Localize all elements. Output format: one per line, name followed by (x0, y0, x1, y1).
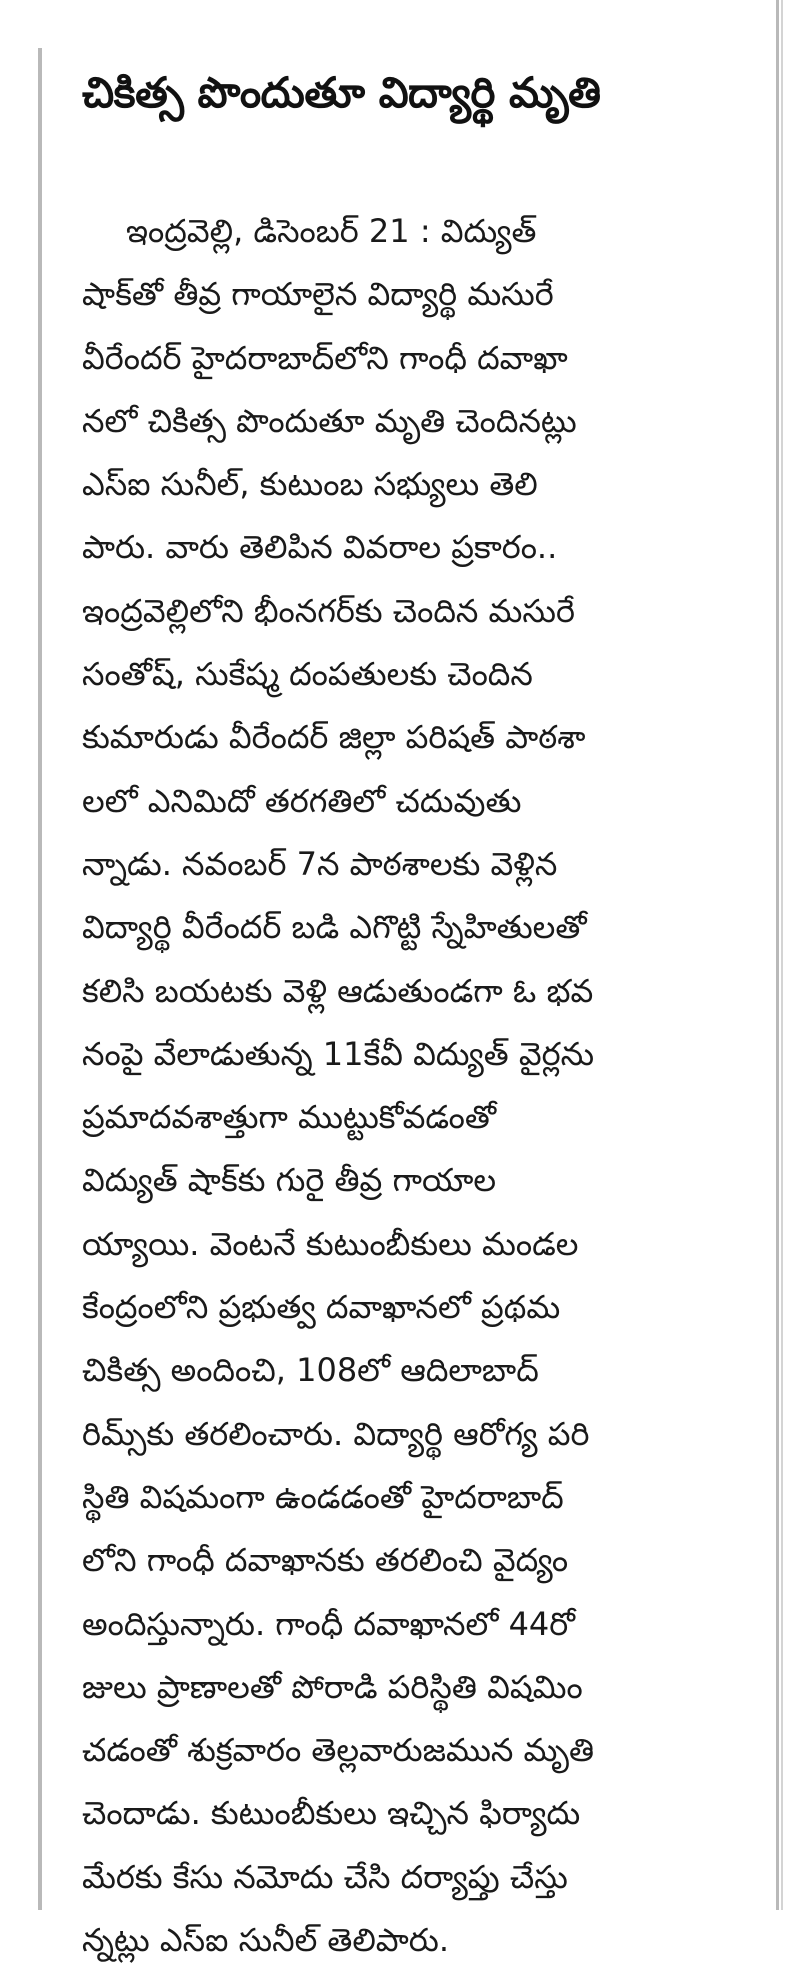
article-line: నంపై వేలాడుతున్న 11కేవీ విద్యుత్ వైర్లను (82, 1034, 595, 1073)
article-line: య్యాయి. వెంటనే కుటుంబీకులు మండల (82, 1224, 579, 1263)
article-line: జులు ప్రాణాలతో పోరాడి పరిస్థితి విషమిం (82, 1667, 583, 1706)
article-line: పారు. వారు తెలిపిన వివరాల ప్రకారం.. (82, 528, 558, 567)
article-line: ఇంద్రవెల్లి, డిసెంబర్ 21 : విద్యుత్ (126, 212, 537, 250)
article-line: విద్యార్థి వీరేందర్ బడి ఎగొట్టి స్నేహితులతో (82, 908, 587, 947)
article-line: చికిత్స అందించి, 108లో ఆదిలాబాద్ (82, 1351, 539, 1390)
article-line: షాక్‌తో తీవ్ర గాయాలైన విద్యార్థి మసురే (82, 275, 554, 314)
article-line: కుమారుడు వీరేందర్ జిల్లా పరిషత్ పాఠశా (82, 718, 586, 757)
article-body (82, 200, 748, 1972)
article-line: అందిస్తున్నారు. గాంధీ దవాఖానలో 44రో (82, 1604, 575, 1643)
article-line: మేరకు కేసు నమోదు చేసి దర్యాప్తు చేస్తు (82, 1857, 568, 1896)
article-line: ఇంద్రవెల్లిలోని భీంనగర్‌కు చెందిన మసురే (82, 591, 575, 630)
article-headline: చికిత్స పొందుతూ విద్యార్థి మృతి (82, 68, 601, 117)
article-line: వీరేందర్ హైదరాబాద్‌లోని గాంధీ దవాఖా (82, 338, 568, 377)
article-line: ఎస్ఐ సునీల్, కుటుంబ సభ్యులు తెలి (82, 465, 538, 504)
article-line: స్థితి విషమంగా ఉండడంతో హైదరాబాద్ (82, 1477, 564, 1516)
article-line: చెందాడు. కుటుంబీకులు ఇచ్చిన ఫిర్యాదు (82, 1794, 581, 1833)
article-line: విద్యుత్ షాక్‌కు గురై తీవ్ర గాయాల (82, 1161, 497, 1200)
column-rule-left (38, 48, 42, 1910)
article-line: లోని గాంధీ దవాఖానకు తరలించి వైద్యం (82, 1541, 569, 1580)
article-line: లలో ఎనిమిదో తరగతిలో చదువుతు (82, 781, 522, 820)
article-line: నలో చికిత్స పొందుతూ మృతి చెందినట్లు (82, 401, 577, 440)
article-line: కలిసి బయటకు వెళ్లి ఆడుతుండగా ఓ భవ (82, 971, 594, 1010)
article-line: న్నట్లు ఎస్ఐ సునీల్ తెలిపారు. (82, 1921, 449, 1960)
article-line: రిమ్స్‌కు తరలించారు. విద్యార్థి ఆరోగ్య పరి (82, 1414, 590, 1453)
article-line: చడంతో శుక్రవారం తెల్లవారుజమున మృతి (82, 1731, 594, 1770)
article-line: సంతోష్, సుకేష్మ దంపతులకు చెందిన (82, 655, 533, 694)
news-article (82, 48, 748, 1972)
column-rule-right (776, 0, 779, 1910)
column-rule-right-inner (781, 0, 783, 1910)
article-line: కేంద్రంలోని ప్రభుత్వ దవాఖానలో ప్రథమ (82, 1288, 561, 1327)
article-line: ప్రమాదవశాత్తుగా ముట్టుకోవడంతో (82, 1098, 497, 1137)
article-line: న్నాడు. నవంబర్ 7న పాఠశాలకు వెళ్లిన (82, 844, 558, 883)
